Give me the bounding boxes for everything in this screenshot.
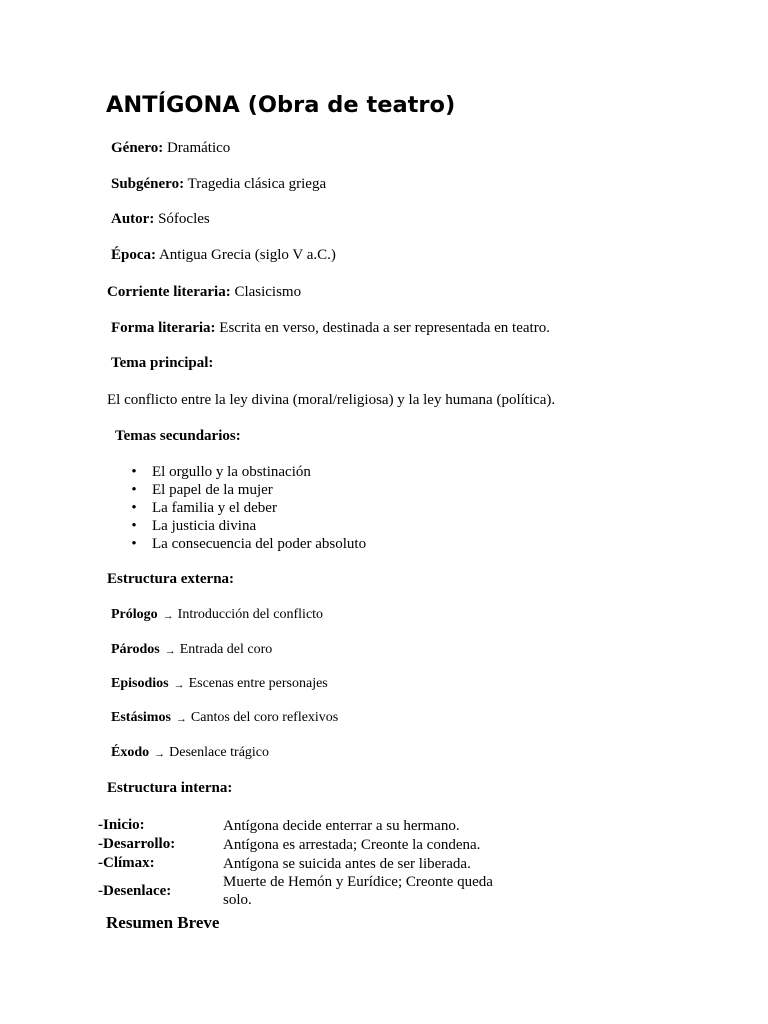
field-autor	[111, 210, 210, 228]
field-autor-value: Sófocles	[158, 211, 210, 227]
row-value: Antígona es arrestada; Creonte la condena.	[223, 836, 481, 853]
estructura-desc: Entrada del coro	[179, 642, 273, 657]
bullet-icon: •	[131, 500, 137, 516]
tema-principal-label: Tema principal:	[111, 355, 214, 371]
row-key: -Desarrollo:	[98, 836, 176, 852]
field-epoca	[111, 246, 336, 264]
list-item	[129, 481, 366, 499]
field-corriente	[107, 283, 301, 301]
estructura-desc: Introducción del conflicto	[177, 607, 324, 622]
estructura-interna-heading	[107, 779, 232, 797]
estructura-interna-label: Estructura interna:	[107, 780, 233, 796]
arrow-right-icon: →	[162, 610, 174, 622]
row-key: -Inicio:	[98, 817, 145, 833]
estructura-interna-table	[98, 816, 493, 909]
list-item	[129, 499, 366, 517]
arrow-right-icon: →	[164, 645, 176, 657]
list-item	[129, 535, 366, 553]
field-forma-value: Escrita en verso, destinada a ser representada en teatro.	[219, 320, 550, 336]
field-subgenero-value: Tragedia clásica griega	[187, 176, 327, 192]
estructura-externa-item	[111, 744, 269, 762]
list-item-text: La justicia divina	[152, 518, 257, 534]
estructura-term: Estásimos	[111, 710, 171, 725]
row-key: -Desenlace:	[98, 882, 172, 899]
table-row	[98, 816, 493, 835]
bullet-icon: •	[131, 482, 137, 498]
bullet-icon: •	[131, 518, 137, 534]
temas-secundarios-heading	[115, 427, 241, 445]
temas-secundarios-list	[129, 463, 366, 553]
estructura-externa-heading	[107, 570, 234, 588]
field-subgenero	[111, 175, 326, 193]
tema-principal-text: El conflicto entre la ley divina (moral/religiosa) y la ley humana (política).	[107, 392, 556, 408]
arrow-right-icon: →	[175, 713, 187, 725]
field-forma-label: Forma literaria:	[111, 320, 216, 336]
estructura-desc: Escenas entre personajes	[188, 676, 328, 691]
resumen-heading: Resumen Breve	[106, 913, 220, 932]
row-value: Muerte de Hemón y Eurídice; Creonte queda solo.	[223, 874, 493, 908]
estructura-desc: Cantos del coro reflexivos	[190, 710, 339, 725]
list-item-text: La familia y el deber	[152, 500, 277, 516]
table-row	[98, 873, 493, 909]
list-item	[129, 463, 366, 481]
field-subgenero-label: Subgénero:	[111, 176, 185, 192]
field-genero-value: Dramático	[166, 140, 231, 156]
temas-secundarios-label: Temas secundarios:	[115, 428, 241, 444]
arrow-right-icon: →	[173, 679, 185, 691]
estructura-term: Párodos	[111, 642, 160, 657]
list-item-text: El papel de la mujer	[152, 482, 273, 498]
field-forma	[111, 319, 550, 337]
bullet-icon: •	[131, 536, 137, 552]
list-item	[129, 517, 366, 535]
row-key: -Clímax:	[98, 855, 155, 871]
bullet-icon: •	[131, 464, 137, 480]
estructura-term: Prólogo	[111, 607, 158, 622]
arrow-right-icon: →	[154, 748, 166, 760]
estructura-term: Episodios	[111, 676, 169, 691]
estructura-externa-item	[111, 641, 272, 659]
estructura-desc: Desenlace trágico	[169, 745, 270, 760]
tema-principal-heading	[111, 354, 213, 372]
estructura-externa-item	[111, 675, 328, 693]
estructura-externa-item	[111, 709, 338, 727]
document-title: ANTÍGONA (Obra de teatro)	[106, 92, 456, 118]
estructura-term: Éxodo	[111, 745, 150, 760]
list-item-text: El orgullo y la obstinación	[152, 464, 311, 480]
estructura-externa-label: Estructura externa:	[107, 571, 235, 587]
field-corriente-value: Clasicismo	[234, 284, 302, 300]
field-genero-label: Género:	[111, 140, 164, 156]
table-row	[98, 835, 493, 854]
field-epoca-label: Época:	[111, 247, 156, 263]
field-autor-label: Autor:	[111, 211, 155, 227]
field-epoca-value: Antigua Grecia (siglo V a.C.)	[158, 247, 336, 263]
estructura-externa-item	[111, 606, 323, 624]
list-item-text: La consecuencia del poder absoluto	[152, 536, 367, 552]
row-value: Antígona se suicida antes de ser liberada.	[223, 855, 471, 872]
field-genero	[111, 139, 230, 157]
table-row	[98, 854, 493, 873]
field-corriente-label: Corriente literaria:	[107, 284, 231, 300]
row-value: Antígona decide enterrar a su hermano.	[223, 817, 460, 834]
